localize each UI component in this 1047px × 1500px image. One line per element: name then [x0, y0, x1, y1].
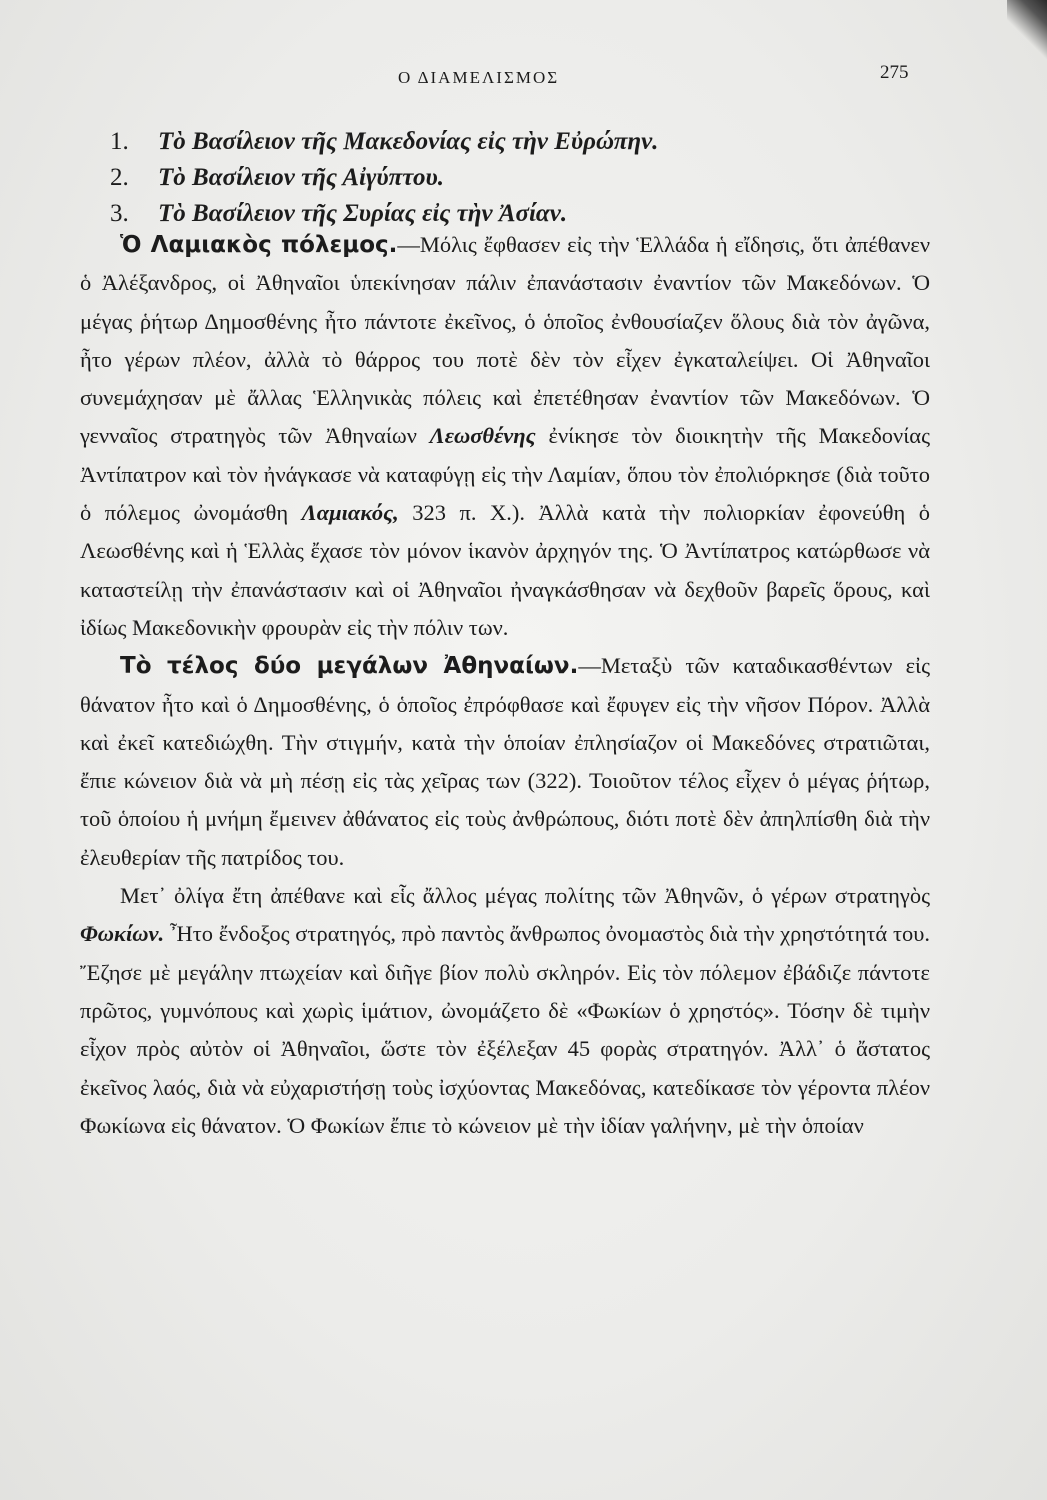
list-item-title: Τὸ Βασίλειον τῆς Αἰγύπτου.: [158, 164, 445, 191]
paragraph-end-of-athenians: [80, 647, 930, 877]
name-leosthenes: Λεωσθένης: [429, 423, 536, 449]
list-item-title: Τὸ Βασίλειον τῆς Συρίας εἰς τὴν Ἀσίαν.: [158, 200, 568, 227]
list-item-title: Τὸ Βασίλειον τῆς Μακεδονίας εἰς τὴν Εὐρώπην.: [158, 128, 659, 155]
body-text: [80, 226, 930, 1145]
kingdoms-list: [110, 124, 930, 232]
paragraph-text: Μετ᾽ ὀλίγα ἔτη ἀπέθανε καὶ εἷς ἄλλος μέγας πολίτης τῶν Ἀθηνῶν, ὁ γέρων στρατηγὸς: [120, 883, 930, 909]
list-item: [110, 124, 930, 160]
paragraph-text: ἐνίκησε τὸν διοικητὴν τῆς Μακεδονίας Ἀντίπατρον καὶ τὸν ἠνάγκασε νὰ καταφύγῃ εἰς τὴν Λαμίαν, ὅπου τὸν ἐπολιόρκησε (διὰ τοῦτο ὁ πόλεμος ὠνομάσθη: [80, 423, 930, 526]
paragraph-lamian-war: [80, 226, 930, 647]
page-corner-shadow: [1007, 0, 1047, 60]
list-item-number: 1.: [110, 128, 129, 155]
name-phocion: Φωκίων.: [80, 921, 165, 947]
section-heading-end-of-athenians: Τὸ τέλος δύο μεγάλων Ἀθηναίων.: [120, 653, 579, 680]
list-item-number: 2.: [110, 164, 129, 191]
page-number: 275: [880, 62, 909, 83]
paragraph-phocion: [80, 877, 930, 1145]
paragraph-text: Ἦτο ἔνδοξος στρατηγός, πρὸ παντὸς ἄνθρωπος ὀνομαστὸς διὰ τὴν χρηστότητά του. Ἔζησε μὲ μεγάλην πτωχείαν καὶ διῆγε βίον πολὺ σκληρόν. Εἰς τὸν πόλεμον ἐβάδιζε πάντοτε πρῶτος, γυμνόπους καὶ χωρὶς ἱμάτιον, ὠνομάζετο δὲ «Φωκίων ὁ χρηστός». Τόσην δὲ τιμὴν εἶχον πρὸς αὐτὸν οἱ Ἀθηναῖοι, ὥστε τὸν ἐξέλεξαν 45 φορὰς στρατηγόν. Ἀλλ᾽ ὁ ἄστατος ἐκεῖνος λαός, διὰ νὰ εὐχαριστήσῃ τοὺς ἰσχύοντας Μακεδόνας, κατεδίκασε τὸν γέροντα πλέον Φωκίωνα εἰς θάνατον. Ὁ Φωκίων ἔπιε τὸ κώνειον μὲ τὴν ἰδίαν γαλήνην, μὲ τὴν ὁποίαν: [80, 921, 930, 1138]
section-heading-lamian-war: Ὁ Λαμιακὸς πόλεμος.: [120, 232, 398, 258]
page-header: [0, 64, 1047, 94]
list-item: [110, 160, 930, 196]
list-item-number: 3.: [110, 200, 129, 227]
paragraph-text: 323 π. Χ.). Ἀλλὰ κατὰ τὴν πολιορκίαν ἐφονεύθη ὁ Λεωσθένης καὶ ἡ Ἑλλὰς ἔχασε τὸν μόνον ἱκανὸν ἀρχηγόν της. Ὁ Ἀντίπατρος κατώρθωσε νὰ καταστείλῃ τὴν ἐπανάστασιν καὶ οἱ Ἀθηναῖοι ἠναγκάσθησαν νὰ δεχθοῦν βαρεῖς ὅρους, καὶ ἰδίως Μακεδονικὴν φρουρὰν εἰς τὴν πόλιν των.: [80, 500, 930, 640]
paragraph-text: —Μεταξὺ τῶν καταδικασθέντων εἰς θάνατον ἦτο καὶ ὁ Δημοσθένης, ὁ ὁποῖος ἐπρόφθασε καὶ ἔφυγεν εἰς τὴν νῆσον Πόρον. Ἀλλὰ καὶ ἐκεῖ κατεδιώχθη. Τὴν στιγμήν, κατὰ τὴν ὁποίαν ἐπλησίαζον οἱ Μακεδόνες στρατιῶται, ἔπιε κώνειον διὰ νὰ μὴ πέσῃ εἰς τὰς χεῖρας των (322). Τοιοῦτον τέλος εἶχεν ὁ μέγας ῥήτωρ, τοῦ ὁποίου ἡ μνήμη ἔμεινεν ἀθάνατος εἰς τοὺς ἀνθρώπους, διότι ποτὲ δὲν ἀπηλπίσθη διὰ τὴν ἐλευθερίαν τῆς πατρίδος του.: [80, 653, 930, 870]
paragraph-text: —Μόλις ἔφθασεν εἰς τὴν Ἑλλάδα ἡ εἴδησις, ὅτι ἀπέθανεν ὁ Ἀλέξανδρος, οἱ Ἀθηναῖοι ὑπεκίνησαν πάλιν ἐπανάστασιν ἐναντίον τῶν Μακεδόνων. Ὁ μέγας ῥήτωρ Δημοσθένης ἦτο πάντοτε ἐκεῖνος, ὁ ὁποῖος ἐνθουσίαζεν ὅλους διὰ τὸν ἀγῶνα, ἦτο γέρων πλέον, ἀλλὰ τὸ θάρρος του ποτὲ δὲν τὸν εἶχεν ἐγκαταλείψει. Οἱ Ἀθηναῖοι συνεμάχησαν μὲ ἄλλας Ἑλληνικὰς πόλεις καὶ ἐπετέθησαν ἐναντίον τῶν Μακεδόνων. Ὁ γενναῖος στρατηγὸς τῶν Ἀθηναίων: [80, 232, 931, 449]
running-title: Ο ΔΙΑΜΕΛΙΣΜΟΣ: [398, 68, 560, 87]
name-lamiakos: Λαμιακός,: [301, 500, 399, 526]
